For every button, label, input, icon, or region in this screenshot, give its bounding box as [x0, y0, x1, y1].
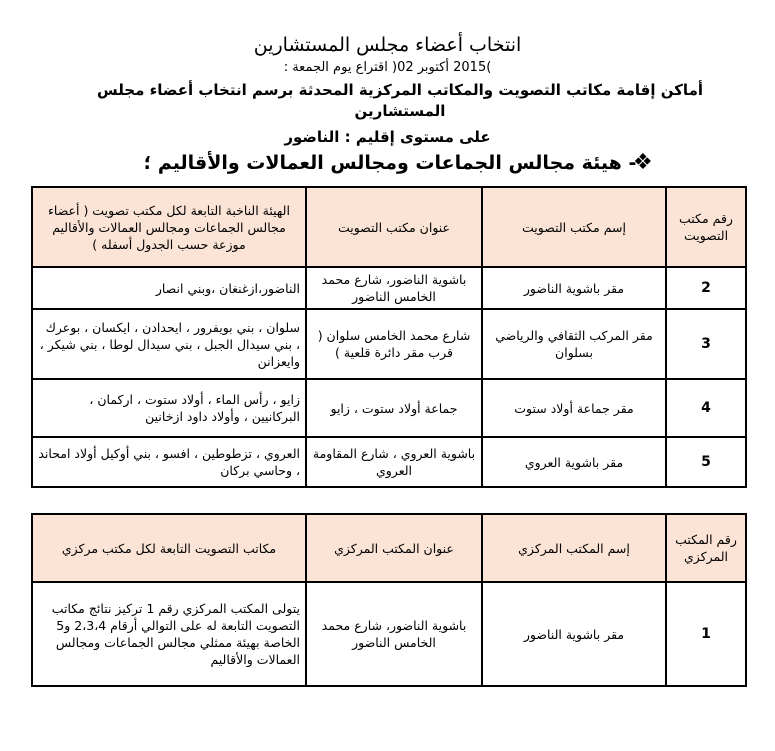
- election-date: )2015 أكتوبر 02( اقتراع يوم الجمعة :: [283, 60, 492, 75]
- table-row: [32, 379, 746, 437]
- table-row: [32, 309, 746, 379]
- table-row: [32, 437, 746, 487]
- header-office-number: رقم مكتب التصويت: [666, 187, 746, 267]
- office-name: مقر جماعة أولاد ستوت: [482, 379, 666, 437]
- central-name: مقر باشوية الناضور: [482, 582, 666, 686]
- header-central-name: إسم المكتب المركزي: [482, 514, 666, 582]
- header-office-address: عنوان مكتب التصويت: [306, 187, 482, 267]
- table-header-row: [32, 187, 746, 267]
- office-electorate: زايو ، رأس الماء ، أولاد ستوت ، اركمان ، البركانيين ، وأولاد داود ازخانين: [32, 379, 306, 437]
- header-central-address: عنوان المكتب المركزي: [306, 514, 482, 582]
- central-offices-table: [31, 513, 747, 687]
- office-electorate: سلوان ، بني بويفرور ، ايحدادن ، ايكسان ، بوعرك ، بني سيدال الجبل ، بني سيدال لوطا ، بني شيكر ، وايعزانن: [32, 309, 306, 379]
- office-number: 3: [666, 309, 746, 379]
- page-title: انتخاب أعضاء مجلس المستشارين: [253, 34, 522, 56]
- office-number: 2: [666, 267, 746, 309]
- office-number: 5: [666, 437, 746, 487]
- header-office-name: إسم مكتب التصويت: [482, 187, 666, 267]
- office-name: مقر باشوية العروي: [482, 437, 666, 487]
- province-label: على مستوى إقليم : الناضور: [284, 128, 491, 146]
- header-central-offices: مكاتب التصويت التابعة لكل مكتب مركزي: [32, 514, 306, 582]
- header-central-number: رقم المكتب المركزي: [666, 514, 746, 582]
- office-electorate: الناضور،ازغنغان ،وبني انصار: [32, 267, 306, 309]
- office-name: مقر باشوية الناضور: [482, 267, 666, 309]
- office-address: باشوية الناضور، شارع محمد الخامس الناضور: [306, 267, 482, 309]
- office-address: باشوية العروي ، شارع المقاومة العروي: [306, 437, 482, 487]
- office-number: 4: [666, 379, 746, 437]
- table-header-row: [32, 514, 746, 582]
- header-electorate: الهيئة الناخبة التابعة لكل مكتب تصويت ( أعضاء مجالس الجماعات ومجالس العمالات والأقاليم موزعة حسب الجدول أسفله ): [32, 187, 306, 267]
- central-number: 1: [666, 582, 746, 686]
- document-subtitle: أماكن إقامة مكاتب التصويت والمكاتب المركزية المحدثة برسم انتخاب أعضاء مجلس المستشارين: [96, 81, 703, 120]
- office-address: جماعة أولاد ستوت ، زايو: [306, 379, 482, 437]
- central-offices: يتولى المكتب المركزي رقم 1 تركيز نتائج مكاتب التصويت التابعة له على التوالي أرقام 2،3،4 و5 الخاصة بهيئة ممثلي مجالس الجماعات ومجالس العمالات والأقاليم: [32, 582, 306, 686]
- diamond-bullet-icon: ❖: [633, 150, 653, 175]
- office-name: مقر المركب الثقافي والرياضي بسلوان: [482, 309, 666, 379]
- table-row: [32, 267, 746, 309]
- section-heading: - هيئة مجالس الجماعات ومجالس العمالات والأقاليم ؛: [143, 152, 637, 174]
- table-row: [32, 582, 746, 686]
- office-electorate: العروي ، تزطوطين ، افسو ، بني أوكيل أولاد امحاند ، وحاسي بركان: [32, 437, 306, 487]
- central-address: باشوية الناضور، شارع محمد الخامس الناضور: [306, 582, 482, 686]
- office-address: شارع محمد الخامس سلوان ( قرب مقر دائرة قلعية ): [306, 309, 482, 379]
- voting-offices-table: [31, 186, 747, 488]
